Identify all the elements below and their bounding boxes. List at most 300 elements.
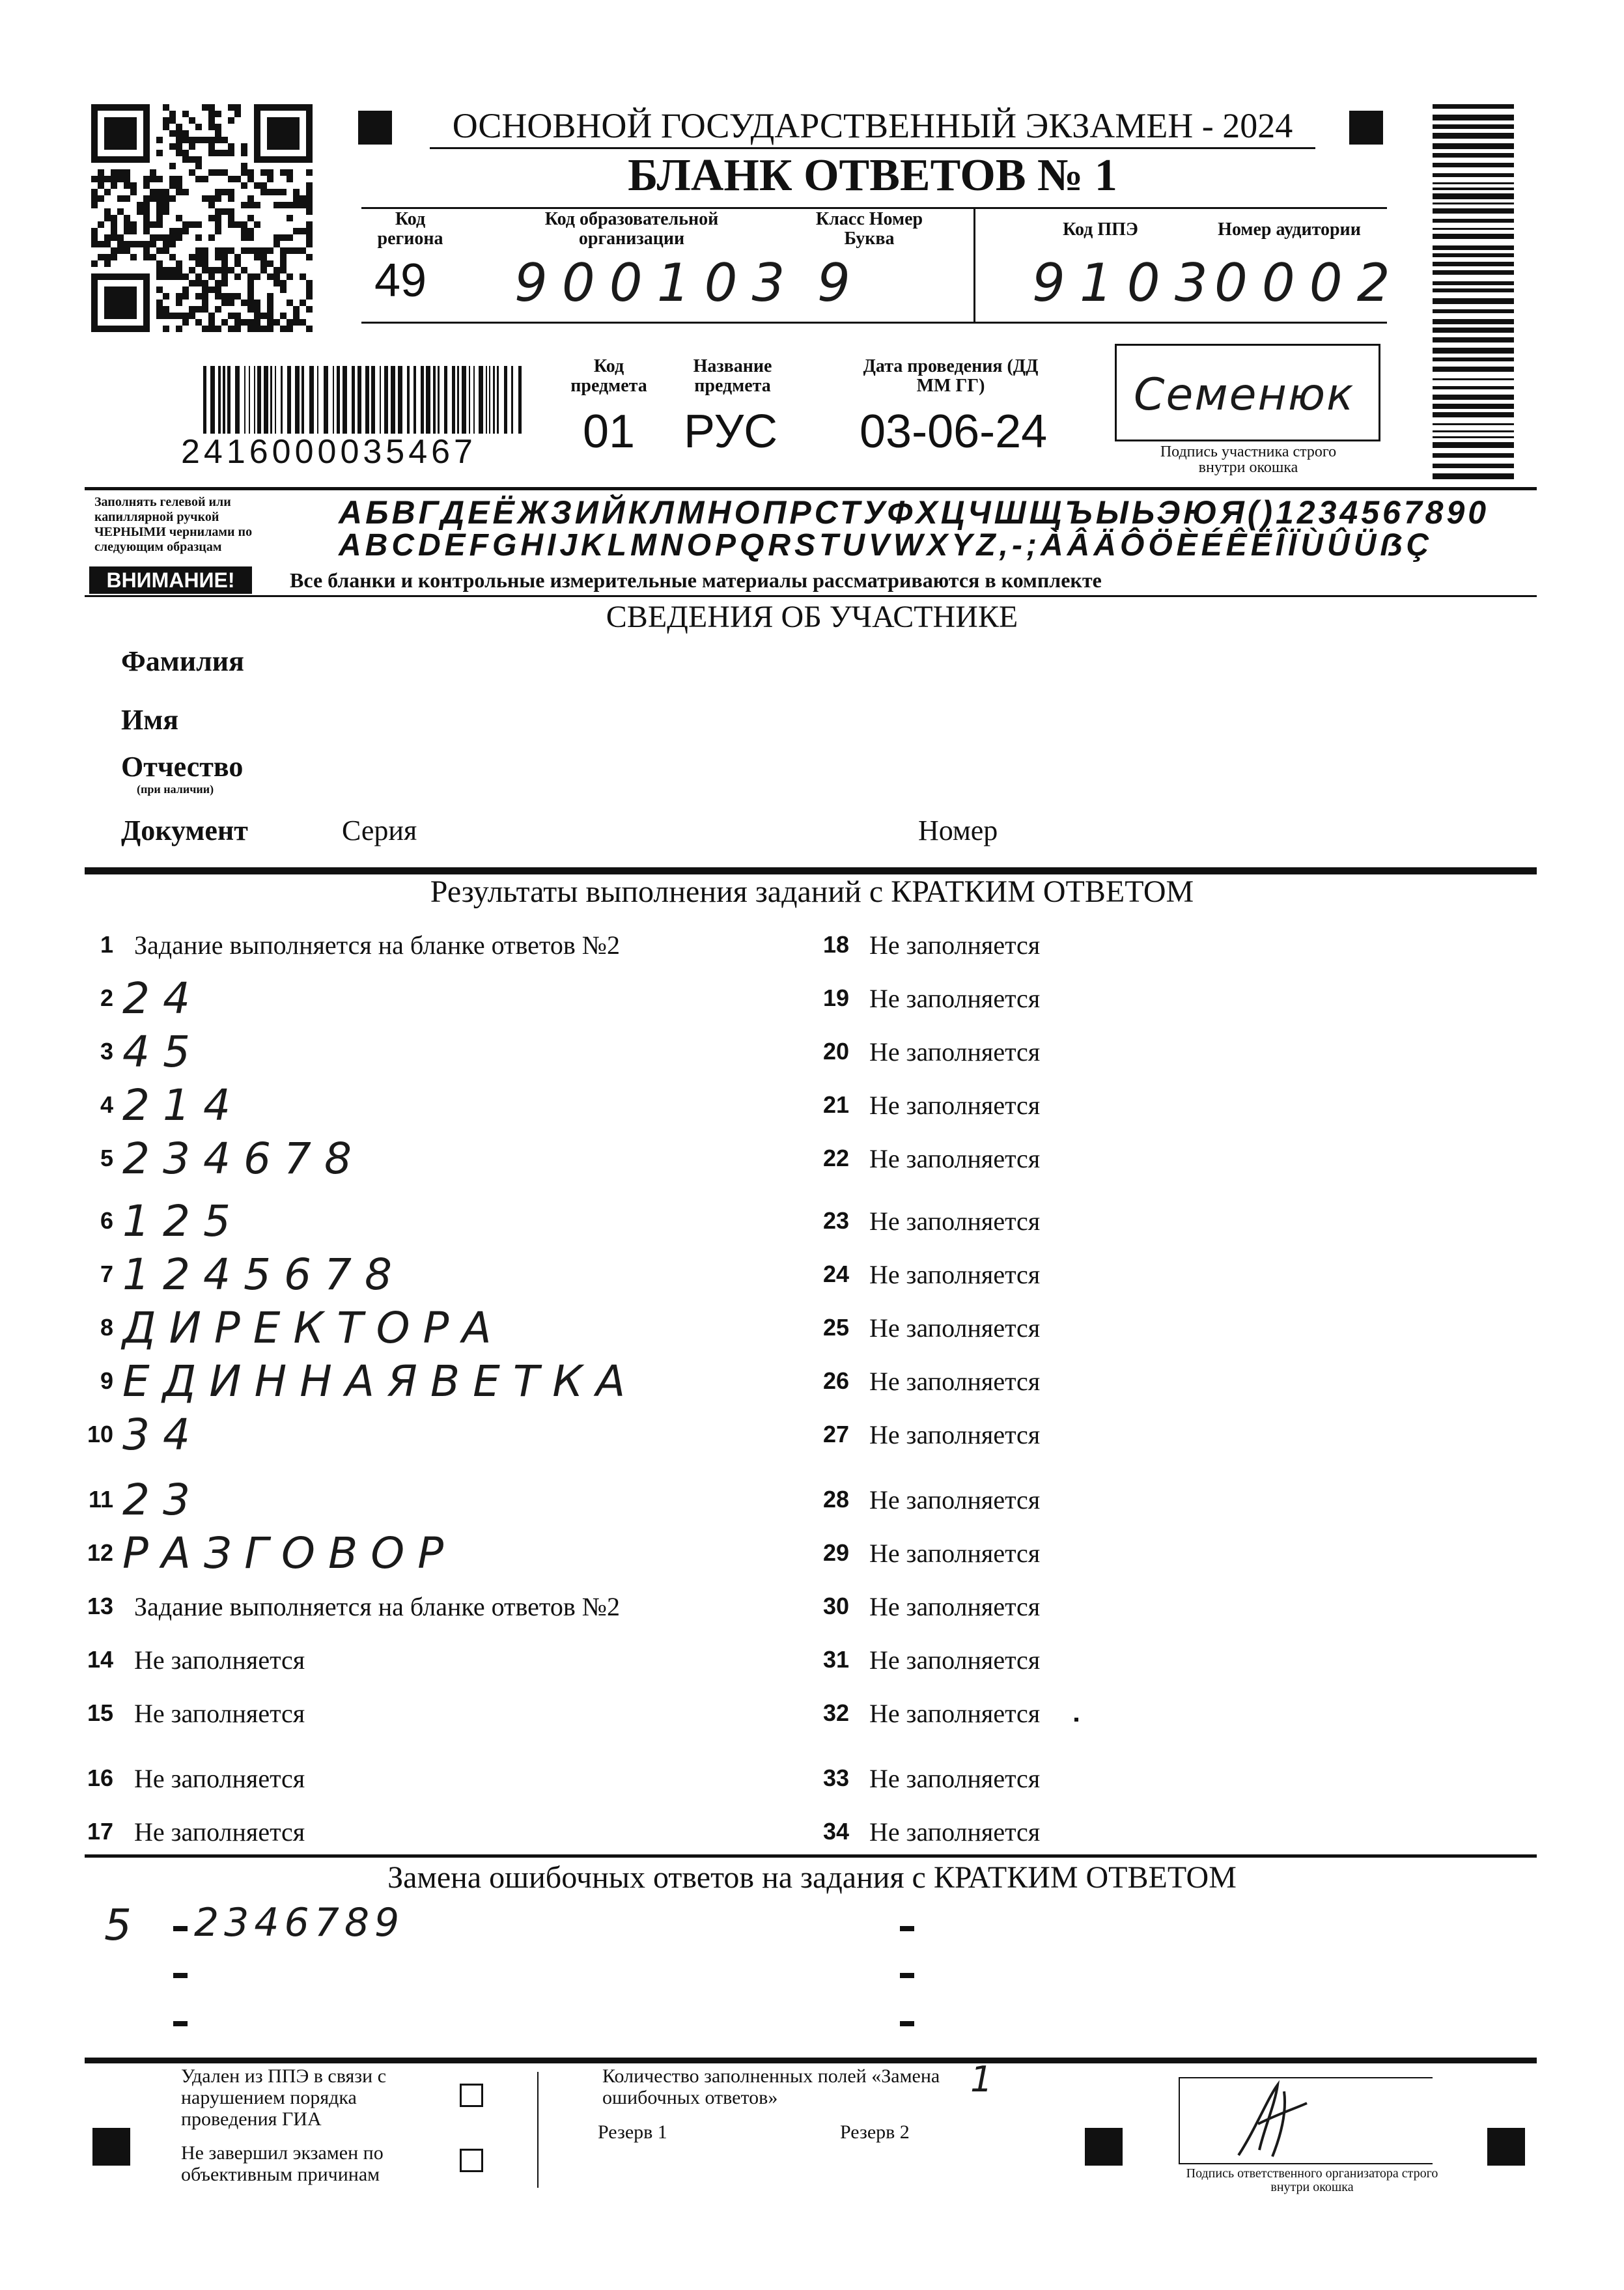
qr-cell bbox=[208, 117, 215, 124]
qr-cell bbox=[260, 260, 267, 267]
qr-cell bbox=[208, 326, 215, 332]
result-number: 25 bbox=[822, 1314, 849, 1341]
qr-cell bbox=[156, 267, 163, 273]
marker-square bbox=[1349, 111, 1383, 145]
result-row-3 bbox=[79, 1026, 203, 1077]
result-answer[interactable]: 24 bbox=[122, 973, 203, 1024]
qr-cell bbox=[98, 182, 104, 189]
result-text: Не заполняется bbox=[869, 1645, 1041, 1675]
qr-cell bbox=[124, 182, 130, 189]
qr-cell bbox=[241, 228, 247, 234]
qr-cell bbox=[156, 176, 163, 182]
qr-cell bbox=[117, 234, 124, 241]
result-answer[interactable]: 45 bbox=[122, 1026, 203, 1077]
qr-cell bbox=[182, 189, 189, 195]
replacement-count-value: 1 bbox=[970, 2059, 1005, 2100]
qr-cell bbox=[306, 306, 313, 313]
qr-cell bbox=[241, 202, 247, 208]
qr-cell bbox=[287, 273, 293, 280]
result-text: Не заполняется bbox=[869, 1206, 1041, 1236]
qr-cell bbox=[182, 228, 189, 234]
side-bar bbox=[1433, 124, 1514, 129]
label-document: Документ bbox=[121, 815, 248, 846]
qr-cell bbox=[241, 234, 247, 241]
result-number: 32 bbox=[822, 1699, 849, 1726]
qr-cell bbox=[202, 280, 208, 286]
qr-cell bbox=[241, 150, 247, 156]
qr-cell bbox=[273, 241, 280, 247]
qr-cell bbox=[124, 247, 130, 254]
result-number: 26 bbox=[822, 1367, 849, 1394]
qr-cell bbox=[189, 137, 195, 143]
qr-cell bbox=[260, 182, 267, 189]
barcode-bar bbox=[433, 366, 436, 434]
side-bar bbox=[1433, 337, 1514, 342]
qr-cell bbox=[150, 176, 156, 182]
result-row-10 bbox=[79, 1409, 203, 1460]
sample-row-cyrillic: АБВГДЕЁЖЗИЙКЛМНОПРСТУФХЦЧШЩЪЫЬЭЮЯ()1234567890 bbox=[339, 494, 1490, 531]
result-text: Задание выполняется на бланке ответов №2 bbox=[134, 1591, 620, 1621]
qr-cell bbox=[247, 286, 254, 293]
qr-cell bbox=[130, 189, 137, 195]
qr-cell bbox=[91, 234, 98, 241]
qr-cell bbox=[228, 208, 234, 215]
not-finished-label: Не завершил экзамен по объективным причинам bbox=[181, 2142, 384, 2185]
side-bar bbox=[1433, 133, 1514, 139]
qr-cell bbox=[306, 189, 313, 195]
result-text: Не заполняется bbox=[869, 1538, 1041, 1568]
qr-cell bbox=[130, 254, 137, 260]
qr-cell bbox=[163, 104, 169, 111]
qr-cell bbox=[234, 319, 241, 326]
qr-cell bbox=[300, 319, 306, 326]
qr-cell bbox=[247, 273, 254, 280]
qr-cell bbox=[241, 300, 247, 306]
qr-cell bbox=[150, 189, 156, 195]
result-number: 10 bbox=[87, 1421, 113, 1447]
removed-checkbox[interactable] bbox=[460, 2084, 483, 2107]
qr-cell bbox=[117, 247, 124, 254]
qr-cell bbox=[280, 202, 287, 208]
qr-cell bbox=[163, 208, 169, 215]
qr-cell bbox=[267, 313, 273, 319]
qr-cell bbox=[254, 300, 260, 306]
side-bar bbox=[1433, 473, 1514, 479]
barcode-bar bbox=[489, 366, 490, 434]
qr-cell bbox=[202, 104, 208, 111]
replacement-answer: 2346789 bbox=[194, 1900, 405, 1946]
qr-cell bbox=[247, 247, 254, 254]
not-finished-checkbox[interactable] bbox=[460, 2149, 483, 2172]
result-number: 2 bbox=[100, 984, 113, 1011]
qr-cell bbox=[287, 319, 293, 326]
side-bar bbox=[1433, 104, 1514, 109]
qr-cell bbox=[163, 313, 169, 319]
qr-cell bbox=[228, 293, 234, 300]
qr-cell bbox=[234, 221, 241, 228]
footer-divider bbox=[537, 2072, 539, 2188]
qr-cell bbox=[254, 182, 260, 189]
qr-cell bbox=[195, 156, 202, 163]
qr-cell bbox=[124, 195, 130, 202]
qr-cell bbox=[176, 182, 182, 189]
qr-cell bbox=[208, 137, 215, 143]
qr-cell bbox=[247, 306, 254, 313]
result-text: Не заполняется bbox=[869, 1763, 1041, 1793]
qr-cell bbox=[215, 286, 221, 293]
qr-cell bbox=[260, 313, 267, 319]
results-section-title: Результаты выполнения заданий с КРАТКИМ ОТВЕТОМ bbox=[430, 874, 1194, 909]
qr-cell bbox=[234, 260, 241, 267]
result-row-19 bbox=[807, 975, 1040, 1021]
participant-signature: Семенюк bbox=[1134, 369, 1355, 421]
qr-cell bbox=[156, 306, 163, 313]
qr-cell bbox=[176, 326, 182, 332]
label-room: Номер аудитории bbox=[1218, 219, 1361, 240]
side-bar bbox=[1433, 219, 1514, 223]
qr-cell bbox=[150, 195, 156, 202]
result-answer[interactable]: 1245678 bbox=[122, 1249, 405, 1300]
signature-box[interactable] bbox=[1115, 344, 1380, 441]
value-subject-name: РУС bbox=[684, 406, 778, 458]
qr-cell bbox=[247, 202, 254, 208]
qr-cell bbox=[176, 313, 182, 319]
barcode-bar bbox=[444, 366, 447, 434]
qr-cell bbox=[202, 286, 208, 293]
qr-cell bbox=[195, 137, 202, 143]
qr-cell bbox=[241, 247, 247, 254]
qr-cell bbox=[241, 163, 247, 169]
qr-cell bbox=[169, 117, 176, 124]
side-bar bbox=[1433, 245, 1514, 250]
qr-cell bbox=[215, 306, 221, 313]
notice-text: Все бланки и контрольные измерительные материалы рассматриваются в комплекте bbox=[290, 568, 1102, 592]
qr-cell bbox=[306, 182, 313, 189]
barcode-bar bbox=[301, 366, 304, 434]
qr-cell bbox=[280, 267, 287, 273]
result-row-33 bbox=[807, 1755, 1040, 1801]
result-row-23 bbox=[807, 1198, 1040, 1244]
qr-cell bbox=[208, 169, 215, 176]
qr-cell bbox=[228, 176, 234, 182]
barcode-bar bbox=[380, 366, 381, 434]
qr-cell bbox=[267, 293, 273, 300]
qr-cell bbox=[169, 273, 176, 280]
result-answer[interactable]: 234678 bbox=[122, 1133, 365, 1184]
result-number: 9 bbox=[100, 1367, 113, 1394]
exam-title: ОСНОВНОЙ ГОСУДАРСТВЕННЫЙ ЭКЗАМЕН - 2024 bbox=[430, 104, 1315, 149]
side-bar bbox=[1433, 412, 1514, 417]
qr-cell bbox=[195, 234, 202, 241]
qr-cell bbox=[280, 280, 287, 286]
qr-cell bbox=[247, 195, 254, 202]
qr-cell bbox=[221, 267, 228, 273]
result-number: 16 bbox=[87, 1765, 113, 1791]
result-row-30 bbox=[807, 1584, 1040, 1629]
qr-cell bbox=[163, 293, 169, 300]
barcode-bar bbox=[398, 366, 402, 434]
qr-cell bbox=[234, 104, 241, 111]
qr-cell bbox=[234, 111, 241, 117]
qr-cell bbox=[143, 176, 150, 182]
qr-cell bbox=[195, 293, 202, 300]
barcode-bar bbox=[504, 366, 507, 434]
value-ppe: 9103 bbox=[1032, 253, 1222, 313]
result-number: 21 bbox=[822, 1091, 849, 1118]
qr-cell bbox=[241, 182, 247, 189]
organizer-signature-box[interactable] bbox=[1179, 2077, 1433, 2164]
qr-cell bbox=[267, 169, 273, 176]
qr-cell bbox=[287, 169, 293, 176]
result-number: 27 bbox=[822, 1421, 849, 1447]
qr-cell bbox=[98, 241, 104, 247]
replacement-dash bbox=[900, 1926, 914, 1931]
qr-cell bbox=[195, 280, 202, 286]
qr-cell bbox=[215, 124, 221, 130]
side-bar bbox=[1433, 309, 1514, 313]
qr-cell bbox=[260, 254, 267, 260]
qr-cell bbox=[111, 215, 117, 221]
qr-cell bbox=[247, 300, 254, 306]
qr-cell bbox=[130, 221, 137, 228]
qr-cell bbox=[176, 124, 182, 130]
side-bar bbox=[1433, 208, 1514, 214]
qr-cell bbox=[306, 195, 313, 202]
qr-cell bbox=[273, 319, 280, 326]
qr-cell bbox=[267, 176, 273, 182]
qr-cell bbox=[306, 326, 313, 332]
separator-thick bbox=[85, 2058, 1537, 2063]
qr-cell bbox=[195, 247, 202, 254]
side-bar bbox=[1433, 378, 1514, 380]
qr-cell bbox=[208, 104, 215, 111]
qr-cell bbox=[260, 247, 267, 254]
result-number: 24 bbox=[822, 1261, 849, 1287]
qr-cell bbox=[228, 313, 234, 319]
side-bar bbox=[1433, 298, 1514, 304]
qr-cell bbox=[156, 150, 163, 156]
qr-cell bbox=[176, 228, 182, 234]
result-number: 6 bbox=[100, 1207, 113, 1234]
qr-cell bbox=[287, 202, 293, 208]
qr-cell bbox=[215, 247, 221, 254]
qr-cell bbox=[156, 208, 163, 215]
qr-cell bbox=[156, 202, 163, 208]
barcode-bar bbox=[264, 366, 268, 434]
qr-cell bbox=[169, 176, 176, 182]
qr-cell bbox=[150, 221, 156, 228]
qr-cell bbox=[156, 189, 163, 195]
qr-cell bbox=[215, 267, 221, 273]
qr-cell bbox=[208, 124, 215, 130]
barcode-bar bbox=[384, 366, 388, 434]
side-bar bbox=[1433, 442, 1514, 448]
qr-cell bbox=[234, 273, 241, 280]
qr-cell bbox=[280, 254, 287, 260]
result-answer[interactable]: ДИРЕКТОРА bbox=[122, 1302, 505, 1353]
result-text: Не заполняется bbox=[869, 1419, 1041, 1449]
qr-cell bbox=[241, 169, 247, 176]
side-bar bbox=[1433, 404, 1514, 409]
side-bar bbox=[1433, 253, 1514, 257]
barcode-bar bbox=[391, 366, 395, 434]
result-answer[interactable]: 125 bbox=[122, 1195, 244, 1246]
result-row-12 bbox=[79, 1530, 456, 1576]
qr-cell bbox=[202, 195, 208, 202]
result-text: Не заполняется bbox=[134, 1763, 305, 1793]
result-row-15 bbox=[79, 1690, 305, 1736]
qr-cell bbox=[156, 273, 163, 280]
barcode-number: 2416000035467 bbox=[181, 433, 477, 471]
marker-square bbox=[1085, 2128, 1123, 2166]
qr-cell bbox=[117, 169, 124, 176]
qr-cell bbox=[247, 176, 254, 182]
qr-cell bbox=[241, 267, 247, 273]
qr-cell bbox=[280, 326, 287, 332]
qr-cell bbox=[104, 176, 111, 182]
label-date: Дата проведения (ДД ММ ГГ) bbox=[863, 356, 1039, 396]
qr-cell bbox=[111, 221, 117, 228]
qr-cell bbox=[117, 176, 124, 182]
barcode-bar bbox=[343, 366, 347, 434]
qr-cell bbox=[156, 313, 163, 319]
qr-cell bbox=[156, 260, 163, 267]
result-answer[interactable]: 23 bbox=[122, 1474, 203, 1525]
result-row-28 bbox=[807, 1477, 1040, 1522]
label-patronymic: Отчество bbox=[121, 751, 244, 783]
qr-cell bbox=[189, 156, 195, 163]
result-text: Не заполняется bbox=[869, 1817, 1041, 1847]
qr-cell bbox=[228, 221, 234, 228]
qr-cell bbox=[300, 247, 306, 254]
qr-cell bbox=[280, 169, 287, 176]
qr-cell bbox=[228, 326, 234, 332]
separator bbox=[85, 595, 1537, 597]
qr-cell bbox=[228, 267, 234, 273]
label-subject-code: Код предмета bbox=[570, 356, 647, 396]
result-row-29 bbox=[807, 1530, 1040, 1576]
form-title: БЛАНК ОТВЕТОВ № 1 bbox=[628, 150, 1117, 201]
side-bar bbox=[1433, 423, 1514, 425]
qr-cell bbox=[130, 241, 137, 247]
barcode-bar bbox=[479, 366, 483, 434]
barcode-bar bbox=[333, 366, 334, 434]
qr-cell bbox=[182, 273, 189, 280]
qr-cell bbox=[202, 176, 208, 182]
reserve-2: Резерв 2 bbox=[840, 2121, 910, 2143]
barcode-bar bbox=[309, 366, 314, 434]
result-row-11 bbox=[79, 1474, 203, 1525]
qr-cell bbox=[241, 319, 247, 326]
barcode-bar bbox=[235, 366, 240, 434]
barcode-bar bbox=[462, 366, 466, 434]
qr-cell bbox=[267, 247, 273, 254]
result-text: Не заполняется bbox=[869, 1143, 1041, 1173]
qr-cell bbox=[98, 254, 104, 260]
qr-cell bbox=[280, 189, 287, 195]
qr-cell bbox=[98, 176, 104, 182]
qr-cell bbox=[156, 215, 163, 221]
result-text: Не заполняется bbox=[869, 1591, 1041, 1621]
qr-cell bbox=[195, 260, 202, 267]
barcode-bar bbox=[210, 366, 215, 434]
barcode-bar bbox=[270, 366, 272, 434]
qr-cell bbox=[91, 241, 98, 247]
qr-cell bbox=[293, 313, 300, 319]
qr-cell bbox=[287, 247, 293, 254]
qr-cell bbox=[176, 234, 182, 241]
qr-cell bbox=[163, 273, 169, 280]
qr-cell bbox=[176, 137, 182, 143]
barcode-bar bbox=[317, 366, 318, 434]
side-bar bbox=[1433, 386, 1514, 389]
side-bar bbox=[1433, 173, 1514, 177]
result-number: 8 bbox=[100, 1314, 113, 1341]
qr-cell bbox=[202, 137, 208, 143]
qr-cell bbox=[117, 208, 124, 215]
qr-cell bbox=[176, 267, 182, 273]
result-answer[interactable]: 34 bbox=[122, 1409, 203, 1460]
qr-cell bbox=[182, 150, 189, 156]
result-number: 11 bbox=[88, 1486, 113, 1513]
qr-cell bbox=[234, 176, 241, 182]
qr-cell bbox=[234, 254, 241, 260]
result-answer[interactable]: ЕДИННАЯВЕТКА bbox=[122, 1356, 639, 1406]
qr-cell bbox=[195, 176, 202, 182]
qr-cell bbox=[247, 169, 254, 176]
qr-cell bbox=[98, 195, 104, 202]
result-answer[interactable]: РАЗГОВОР bbox=[122, 1528, 457, 1578]
barcode-bar bbox=[295, 366, 300, 434]
qr-cell bbox=[215, 130, 221, 137]
side-bar bbox=[1433, 430, 1514, 432]
stray-dot bbox=[1074, 1718, 1078, 1722]
result-answer[interactable]: 214 bbox=[122, 1080, 244, 1130]
barcode-bar bbox=[426, 366, 430, 434]
organizer-note: Подпись ответственного организатора строго внутри окошка bbox=[1186, 2166, 1438, 2194]
qr-cell bbox=[163, 117, 169, 124]
qr-cell bbox=[182, 137, 189, 143]
side-bar bbox=[1433, 153, 1514, 158]
qr-cell bbox=[234, 293, 241, 300]
side-bar bbox=[1433, 182, 1514, 184]
qr-cell bbox=[143, 202, 150, 208]
qr-cell bbox=[195, 124, 202, 130]
qr-cell bbox=[241, 221, 247, 228]
qr-cell bbox=[247, 293, 254, 300]
barcode-bar bbox=[257, 366, 261, 434]
barcode-bar bbox=[287, 366, 291, 434]
qr-cell bbox=[306, 286, 313, 293]
qr-cell bbox=[169, 228, 176, 234]
result-row-31 bbox=[807, 1637, 1040, 1683]
result-number: 4 bbox=[100, 1091, 113, 1118]
qr-cell bbox=[228, 247, 234, 254]
qr-cell bbox=[169, 313, 176, 319]
qr-cell bbox=[287, 234, 293, 241]
side-bar bbox=[1433, 288, 1514, 292]
qr-cell bbox=[221, 300, 228, 306]
result-number: 34 bbox=[822, 1818, 849, 1845]
barcode-bar bbox=[518, 366, 522, 434]
qr-cell bbox=[267, 319, 273, 326]
qr-cell bbox=[137, 208, 143, 215]
result-row-25 bbox=[807, 1305, 1040, 1350]
barcode-bar bbox=[365, 366, 369, 434]
qr-cell bbox=[208, 313, 215, 319]
barcode-bar bbox=[493, 366, 495, 434]
qr-cell bbox=[306, 228, 313, 234]
